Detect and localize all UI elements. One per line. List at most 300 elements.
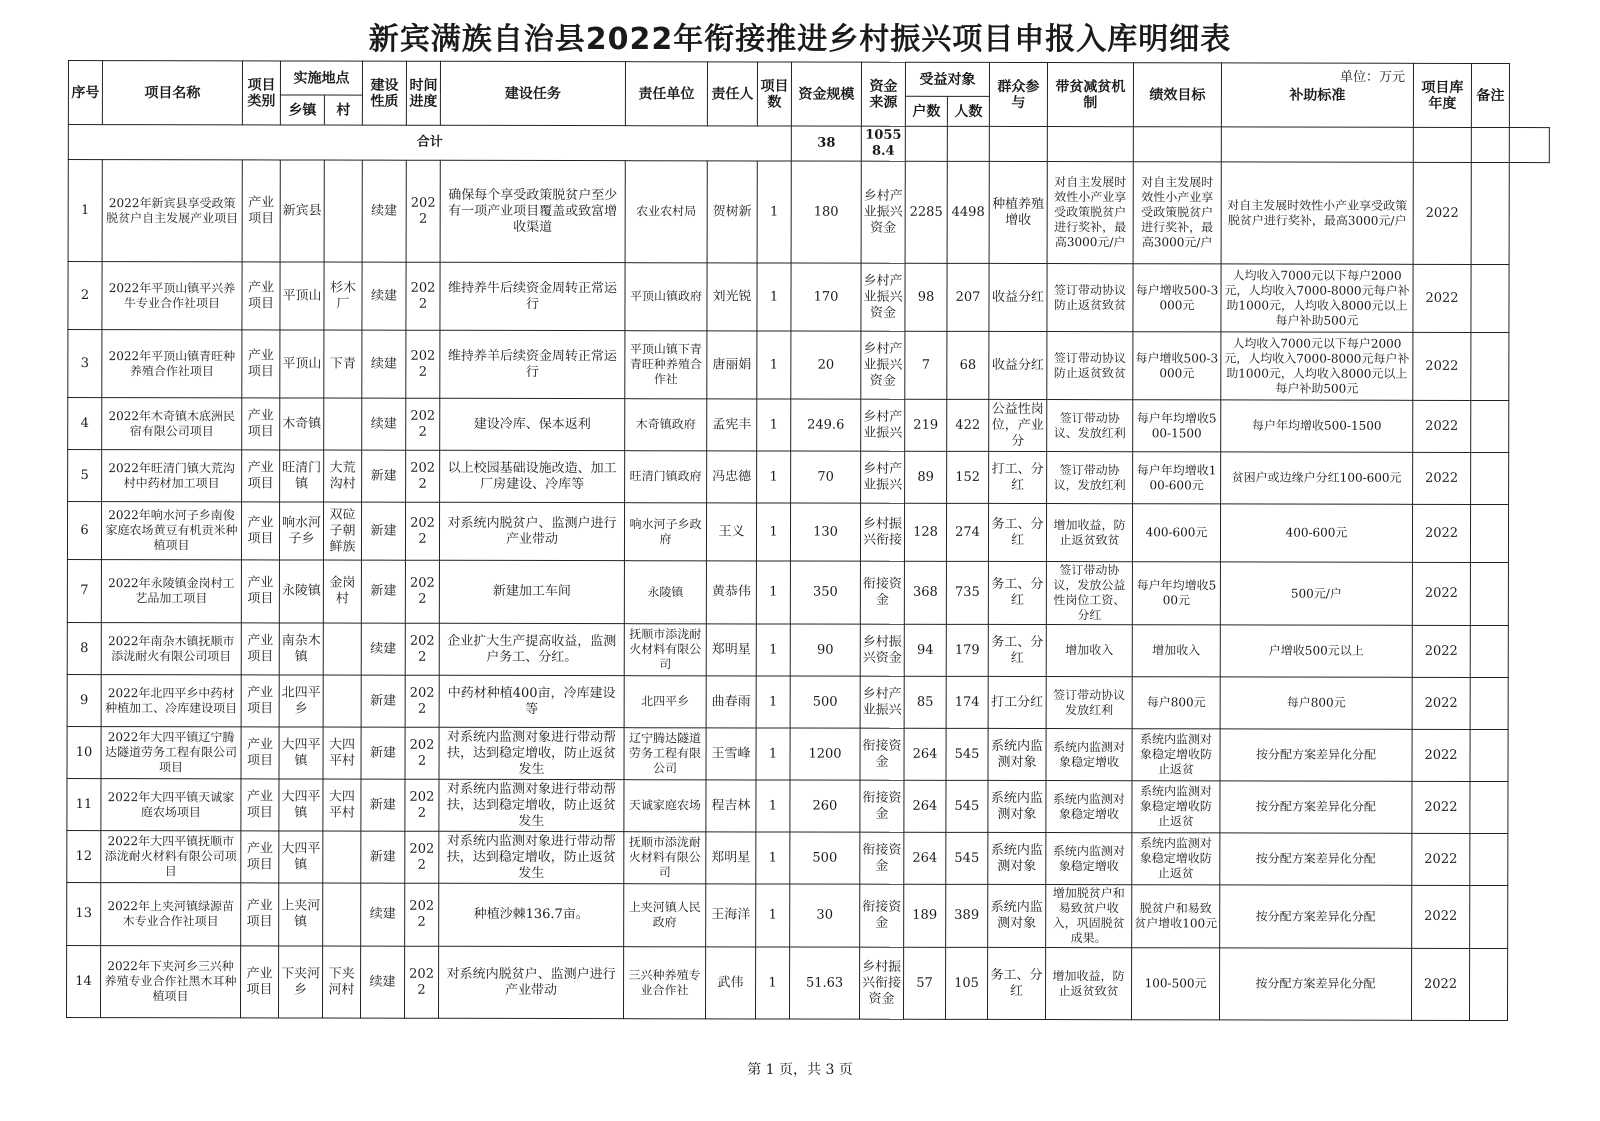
cell-subsidy: 人均收入7000元以下每户2000元，人均收入7000-8000元每户补助1000元，人均收入8000元以上每户补助500元 (1221, 332, 1413, 400)
cell-source: 乡村产业振兴资金 (861, 263, 905, 331)
cell-households: 57 (903, 947, 945, 1019)
cell-people: 207 (947, 263, 989, 331)
cell-households: 189 (904, 884, 946, 947)
cell-village: 大四平村 (323, 779, 361, 831)
cell-participation: 公益性岗位，产业分 (989, 399, 1047, 451)
cell-name: 2022年北四平乡中药材种植加工、冷库建设项目 (101, 675, 241, 727)
cell-source: 乡村产业振兴 (861, 451, 905, 503)
cell-source: 乡村产业振兴资金 (861, 331, 905, 399)
cell-seq: 1 (68, 160, 102, 262)
cell-task: 建设冷库、保本返利 (440, 398, 625, 450)
cell-people: 68 (947, 331, 989, 399)
header-goal: 绩效目标 (1133, 63, 1221, 127)
cell-people: 152 (947, 451, 989, 503)
header-year: 项目库年度 (1413, 63, 1471, 127)
cell-households: 85 (904, 676, 946, 728)
cell-goal: 系统内监测对象稳定增收防止返贫 (1132, 833, 1220, 885)
cell-households: 128 (904, 503, 946, 561)
cell-households: 98 (905, 263, 947, 331)
page-footer: 第 1 页，共 3 页 (747, 1062, 853, 1078)
cell-mechanism: 增加脱贫户和易致贫户收入，巩固脱贫成果。 (1046, 885, 1132, 948)
cell-goal: 每户增收500-3000元 (1133, 264, 1221, 332)
cell-unit: 木奇镇政府 (625, 399, 707, 451)
cell-goal: 对自主发展时效性小产业享受政策脱贫户进行奖补，最高3000元/户 (1133, 162, 1221, 264)
header-seq: 序号 (68, 61, 102, 125)
cell-person: 刘光锐 (707, 263, 757, 331)
cell-name: 2022年平顶山镇青旺种养殖合作社项目 (102, 330, 242, 398)
header-name: 项目名称 (102, 61, 242, 125)
cell-subsidy: 按分配方案差异化分配 (1220, 833, 1412, 885)
cell-participation: 务工、分红 (988, 624, 1046, 676)
cell-progress: 2022 (406, 160, 440, 262)
cell-participation: 系统内监测对象 (988, 728, 1046, 780)
cell-seq: 3 (68, 330, 102, 398)
cell-town: 永陵镇 (279, 560, 323, 623)
cell-fund: 500 (790, 676, 860, 728)
header-fund: 资金规模 (791, 62, 861, 126)
cell-goal: 每户800元 (1132, 677, 1220, 729)
cell-fund: 500 (790, 832, 860, 884)
cell-households: 89 (905, 451, 947, 503)
header-town: 乡镇 (280, 95, 324, 125)
cell-nature: 新建 (362, 450, 406, 502)
cell-person: 郑明星 (706, 832, 756, 884)
cell-category: 产业项目 (242, 398, 280, 450)
table-row (67, 726, 1548, 781)
cell-unit: 辽宁腾达隧道劳务工程有限公司 (624, 728, 706, 780)
cell-participation: 种植养殖增收 (989, 161, 1047, 263)
cell-name: 2022年新宾县享受政策脱贫户自主发展产业项目 (102, 160, 242, 262)
cell-unit: 响水河子乡政府 (624, 503, 706, 561)
cell-village (323, 623, 361, 675)
header-person: 责任人 (707, 62, 757, 126)
cell-task: 对系统内监测对象进行带动帮扶，达到稳定增收，防止返贫发生 (439, 831, 624, 883)
cell-progress: 2022 (405, 779, 439, 831)
cell-unit: 三兴种养殖专业合作社 (623, 947, 705, 1019)
cell-task: 对系统内脱贫户、监测户进行产业带动 (438, 946, 623, 1018)
table-row (67, 830, 1548, 885)
cell-mechanism: 增加收入 (1046, 625, 1132, 677)
cell-unit: 平顶山镇下青青旺种养殖合作社 (625, 331, 707, 399)
cell-count: 1 (756, 624, 790, 676)
header-nature: 建设性质 (362, 61, 406, 125)
cell-subsidy: 户增收500元以上 (1220, 625, 1412, 677)
cell-note (1471, 332, 1509, 400)
cell-task: 种植沙棘136.7亩。 (439, 883, 624, 946)
cell-name: 2022年下夹河乡三兴种养殖专业合作社黑木耳种植项目 (100, 946, 240, 1018)
cell-nature: 新建 (361, 831, 405, 883)
cell-category: 产业项目 (241, 560, 279, 623)
cell-mechanism: 对自主发展时效性小产业享受政策脱贫户进行奖补，最高3000元/户 (1047, 162, 1133, 264)
cell-households: 94 (904, 624, 946, 676)
total-fund: 10558.4 (861, 126, 905, 161)
cell-task: 维持养牛后续资金周转正常运行 (440, 262, 625, 330)
cell-participation: 打工、分红 (989, 451, 1047, 503)
cell-village: 双砬子朝鲜族 (323, 502, 361, 560)
cell-fund: 51.63 (789, 947, 859, 1019)
cell-person: 武伟 (705, 947, 755, 1019)
cell-subsidy: 贫困户或边缘户分红100-600元 (1221, 452, 1413, 504)
cell-note (1470, 677, 1508, 729)
cell-households: 2285 (905, 161, 947, 263)
cell-note (1471, 162, 1509, 264)
cell-mechanism: 签订带动协议、发放红利 (1047, 400, 1133, 452)
cell-town: 上夹河镇 (279, 883, 323, 946)
cell-count: 1 (756, 780, 790, 832)
header-location: 实施地点 (280, 61, 362, 95)
cell-progress: 2022 (405, 727, 439, 779)
cell-progress: 2022 (405, 623, 439, 675)
cell-mechanism: 签订带动协议防止返贫致贫 (1047, 332, 1133, 400)
cell-year: 2022 (1412, 562, 1470, 625)
cell-people: 545 (946, 728, 988, 780)
cell-town: 大四平镇 (279, 779, 323, 831)
cell-seq: 11 (67, 778, 101, 830)
table-body (66, 160, 1549, 1021)
cell-fund: 180 (791, 161, 861, 263)
table-row (66, 945, 1547, 1020)
project-table-container (66, 60, 1550, 1021)
cell-progress: 2022 (405, 502, 439, 560)
cell-goal: 每户年均增收100-600元 (1133, 452, 1221, 504)
cell-people: 422 (947, 399, 989, 451)
project-table (66, 60, 1550, 1021)
cell-task: 以上校园基础设施改造、加工厂房建设、冷库等 (440, 450, 625, 502)
header-task: 建设任务 (440, 61, 625, 125)
cell-year: 2022 (1412, 677, 1470, 729)
cell-participation: 务工、分红 (988, 503, 1046, 561)
cell-goal: 400-600元 (1132, 504, 1220, 562)
cell-count: 1 (756, 832, 790, 884)
header-unit: 责任单位 (625, 62, 707, 126)
cell-year: 2022 (1413, 332, 1471, 400)
cell-nature: 新建 (361, 779, 405, 831)
cell-person: 曲春雨 (706, 676, 756, 728)
cell-name: 2022年旺清门镇大荒沟村中药材加工项目 (102, 450, 242, 502)
cell-village (323, 831, 361, 883)
cell-unit: 抚顺市添泷耐火材料有限公司 (624, 624, 706, 676)
cell-progress: 2022 (406, 398, 440, 450)
cell-fund: 1200 (790, 728, 860, 780)
table-row (67, 882, 1548, 948)
cell-village: 大荒沟村 (324, 450, 362, 502)
cell-people: 389 (946, 884, 988, 947)
cell-goal: 100-500元 (1131, 948, 1219, 1020)
cell-person: 唐丽娟 (707, 331, 757, 399)
cell-name: 2022年大四平镇抚顺市添泷耐火材料有限公司项目 (101, 831, 241, 883)
cell-households: 368 (904, 561, 946, 624)
cell-progress: 2022 (405, 831, 439, 883)
cell-name: 2022年木奇镇木底洲民宿有限公司项目 (102, 398, 242, 450)
cell-source: 乡村产业振兴 (861, 399, 905, 451)
cell-source: 乡村产业振兴 (860, 676, 904, 728)
cell-count: 1 (757, 263, 791, 331)
cell-mechanism: 签订带动协议发放红利 (1046, 677, 1132, 729)
cell-subsidy: 500元/户 (1220, 562, 1412, 625)
cell-source: 衔接资金 (860, 780, 904, 832)
cell-category: 产业项目 (241, 623, 279, 675)
cell-count: 1 (757, 161, 791, 263)
cell-people: 545 (946, 832, 988, 884)
cell-unit: 旺清门镇政府 (625, 451, 707, 503)
cell-mechanism: 系统内监测对象稳定增收 (1046, 729, 1132, 781)
cell-participation: 务工、分红 (988, 561, 1046, 624)
cell-town: 平顶山 (280, 330, 324, 398)
cell-town: 大四平镇 (279, 831, 323, 883)
cell-goal: 增加收入 (1132, 625, 1220, 677)
cell-seq: 13 (67, 882, 101, 945)
cell-people: 174 (946, 676, 988, 728)
cell-subsidy: 按分配方案差异化分配 (1219, 948, 1411, 1020)
cell-person: 贺树新 (707, 161, 757, 263)
cell-task: 确保每个享受政策脱贫户至少有一项产业项目覆盖或致富增收渠道 (440, 160, 625, 262)
cell-note (1470, 504, 1508, 562)
cell-source: 衔接资金 (860, 561, 904, 624)
cell-fund: 249.6 (791, 399, 861, 451)
cell-nature: 续建 (361, 883, 405, 946)
cell-task: 企业扩大生产提高收益，监测户务工、分红。 (439, 623, 624, 675)
cell-count: 1 (757, 451, 791, 503)
cell-task: 新建加工车间 (439, 560, 624, 623)
cell-year: 2022 (1412, 729, 1470, 781)
cell-name: 2022年平顶山镇平兴养牛专业合作社项目 (102, 262, 242, 330)
cell-fund: 130 (790, 503, 860, 561)
cell-progress: 2022 (406, 262, 440, 330)
cell-person: 王雪峰 (706, 728, 756, 780)
cell-year: 2022 (1413, 264, 1471, 332)
cell-task: 中药材种植400亩，冷库建设等 (439, 675, 624, 727)
cell-subsidy: 按分配方案差异化分配 (1220, 729, 1412, 781)
cell-subsidy: 按分配方案差异化分配 (1220, 781, 1412, 833)
cell-nature: 新建 (361, 675, 405, 727)
cell-name: 2022年永陵镇金岗村工艺品加工项目 (101, 560, 241, 623)
cell-note (1471, 452, 1509, 504)
cell-name: 2022年响水河子乡南俊家庭农场黄豆有机贡米种植项目 (101, 502, 241, 560)
table-row (68, 450, 1549, 505)
cell-nature: 续建 (361, 623, 405, 675)
cell-seq: 9 (67, 674, 101, 726)
total-label: 合计 (68, 125, 791, 162)
cell-fund: 170 (791, 263, 861, 331)
cell-participation: 打工分红 (988, 676, 1046, 728)
cell-subsidy: 每户800元 (1220, 677, 1412, 729)
cell-seq: 2 (68, 262, 102, 330)
header-note: 备注 (1471, 63, 1509, 127)
header-participation: 群众参与 (989, 62, 1047, 126)
cell-unit: 农业农村局 (625, 161, 707, 263)
cell-count: 1 (757, 399, 791, 451)
cell-category: 产业项目 (242, 330, 280, 398)
cell-count: 1 (756, 884, 790, 947)
cell-goal: 每户年均增收500-1500 (1133, 400, 1221, 452)
cell-person: 程吉林 (706, 780, 756, 832)
cell-mechanism: 签订带动协议防止返贫致贫 (1047, 264, 1133, 332)
table-row (67, 559, 1548, 625)
cell-note (1470, 781, 1508, 833)
cell-mechanism: 系统内监测对象稳定增收 (1046, 833, 1132, 885)
cell-nature: 续建 (362, 330, 406, 398)
cell-subsidy: 每户年均增收500-1500 (1221, 400, 1413, 452)
cell-town: 南杂木镇 (279, 623, 323, 675)
cell-category: 产业项目 (242, 450, 280, 502)
cell-fund: 30 (790, 884, 860, 947)
cell-seq: 12 (67, 830, 101, 882)
header-category: 项目类别 (242, 61, 280, 125)
cell-seq: 6 (67, 502, 101, 560)
cell-category: 产业项目 (242, 160, 280, 262)
cell-households: 264 (904, 728, 946, 780)
cell-count: 1 (755, 947, 789, 1019)
cell-unit: 永陵镇 (624, 561, 706, 624)
table-row (68, 262, 1549, 333)
cell-task: 对系统内监测对象进行带动帮扶，达到稳定增收，防止返贫发生 (439, 727, 624, 779)
cell-year: 2022 (1412, 504, 1470, 562)
cell-people: 735 (946, 561, 988, 624)
cell-seq: 10 (67, 726, 101, 778)
cell-fund: 20 (791, 331, 861, 399)
cell-village (324, 160, 362, 262)
header-beneficiary: 受益对象 (905, 62, 989, 96)
cell-year: 2022 (1411, 948, 1469, 1020)
cell-fund: 260 (790, 780, 860, 832)
cell-name: 2022年南杂木镇抚顺市添泷耐火有限公司项目 (101, 623, 241, 675)
cell-subsidy: 对自主发展时效性小产业享受政策脱贫户进行奖补，最高3000元/户 (1221, 162, 1413, 264)
cell-unit: 平顶山镇政府 (625, 263, 707, 331)
cell-task: 维持养羊后续资金周转正常运行 (440, 330, 625, 398)
cell-person: 郑明星 (706, 624, 756, 676)
cell-nature: 新建 (361, 502, 405, 560)
cell-source: 衔接资金 (860, 832, 904, 884)
cell-nature: 新建 (361, 727, 405, 779)
cell-village: 下青 (324, 330, 362, 398)
cell-count: 1 (756, 728, 790, 780)
cell-town: 新宾县 (280, 160, 324, 262)
header-people: 人数 (947, 96, 989, 126)
cell-note (1470, 562, 1508, 625)
cell-count: 1 (756, 561, 790, 624)
cell-participation: 系统内监测对象 (988, 780, 1046, 832)
cell-source: 乡村振兴衔接 (860, 503, 904, 561)
cell-progress: 2022 (406, 330, 440, 398)
cell-task: 对系统内脱贫户、监测户进行产业带动 (439, 502, 624, 560)
cell-participation: 系统内监测对象 (988, 884, 1046, 947)
cell-task: 对系统内监测对象进行带动帮扶，达到稳定增收，防止返贫发生 (439, 779, 624, 831)
table-row (67, 778, 1548, 833)
cell-note (1470, 885, 1508, 948)
table-row (67, 674, 1548, 729)
cell-nature: 新建 (361, 560, 405, 623)
cell-source: 乡村振兴资金 (860, 624, 904, 676)
cell-town: 木奇镇 (280, 398, 324, 450)
cell-fund: 70 (791, 451, 861, 503)
header-count: 项目数 (757, 62, 791, 126)
cell-note (1469, 948, 1507, 1020)
cell-town: 响水河子乡 (279, 502, 323, 560)
cell-year: 2022 (1413, 162, 1471, 264)
cell-nature: 续建 (362, 262, 406, 330)
cell-note (1470, 729, 1508, 781)
cell-unit: 北四平乡 (624, 676, 706, 728)
cell-person: 王义 (706, 503, 756, 561)
cell-households: 264 (904, 832, 946, 884)
cell-unit: 天诚家庭农场 (624, 780, 706, 832)
cell-name: 2022年大四平镇辽宁腾达隧道劳务工程有限公司项目 (101, 727, 241, 779)
cell-seq: 7 (67, 559, 101, 622)
cell-village: 下夹河村 (322, 946, 360, 1018)
header-source: 资金来源 (861, 62, 905, 126)
cell-nature: 续建 (362, 398, 406, 450)
cell-village (323, 883, 361, 946)
cell-unit: 抚顺市添泷耐火材料有限公司 (624, 832, 706, 884)
cell-people: 179 (946, 624, 988, 676)
header-subsidy: 补助标准 (1221, 63, 1413, 127)
cell-unit: 上夹河镇人民政府 (624, 884, 706, 947)
table-row (67, 622, 1548, 677)
cell-category: 产业项目 (241, 779, 279, 831)
cell-name: 2022年大四平镇天诚家庭农场项目 (101, 779, 241, 831)
cell-person: 王海洋 (706, 884, 756, 947)
cell-nature: 续建 (360, 946, 404, 1018)
cell-people: 545 (946, 780, 988, 832)
cell-participation: 系统内监测对象 (988, 832, 1046, 884)
cell-nature: 续建 (362, 160, 406, 262)
unit-label: 单位：万元 (1340, 70, 1406, 85)
cell-category: 产业项目 (241, 727, 279, 779)
table-row (68, 330, 1549, 401)
cell-fund: 90 (790, 624, 860, 676)
cell-town: 下夹河乡 (278, 946, 322, 1018)
cell-seq: 4 (68, 398, 102, 450)
cell-households: 219 (905, 399, 947, 451)
cell-goal: 系统内监测对象稳定增收防止返贫 (1132, 781, 1220, 833)
cell-year: 2022 (1412, 833, 1470, 885)
cell-person: 黄恭伟 (706, 561, 756, 624)
cell-town: 旺清门镇 (280, 450, 324, 502)
cell-source: 衔接资金 (860, 884, 904, 947)
cell-year: 2022 (1413, 400, 1471, 452)
cell-year: 2022 (1412, 625, 1470, 677)
cell-mechanism: 系统内监测对象稳定增收 (1046, 781, 1132, 833)
cell-village: 杉木厂 (324, 262, 362, 330)
header-households: 户数 (905, 96, 947, 126)
cell-progress: 2022 (405, 883, 439, 946)
cell-town: 大四平镇 (279, 727, 323, 779)
cell-mechanism: 增加收益，防止返贫致贫 (1046, 504, 1132, 562)
cell-participation: 务工、分红 (987, 947, 1045, 1019)
cell-town: 北四平乡 (279, 675, 323, 727)
cell-count: 1 (756, 676, 790, 728)
cell-goal: 每户增收500-3000元 (1133, 332, 1221, 400)
cell-note (1471, 400, 1509, 452)
cell-subsidy: 400-600元 (1220, 504, 1412, 562)
cell-goal: 系统内监测对象稳定增收防止返贫 (1132, 729, 1220, 781)
cell-category: 产业项目 (241, 502, 279, 560)
cell-category: 产业项目 (241, 675, 279, 727)
cell-category: 产业项目 (241, 883, 279, 946)
cell-count: 1 (756, 503, 790, 561)
cell-count: 1 (757, 331, 791, 399)
cell-person: 孟宪丰 (707, 399, 757, 451)
cell-village: 大四平村 (323, 727, 361, 779)
cell-town: 平顶山 (280, 262, 324, 330)
cell-goal: 每户年均增收500元 (1132, 562, 1220, 625)
table-row (68, 160, 1549, 265)
cell-source: 乡村产业振兴资金 (861, 161, 905, 263)
cell-year: 2022 (1412, 781, 1470, 833)
cell-village: 金岗村 (323, 560, 361, 623)
cell-source: 衔接资金 (860, 728, 904, 780)
cell-progress: 2022 (405, 675, 439, 727)
